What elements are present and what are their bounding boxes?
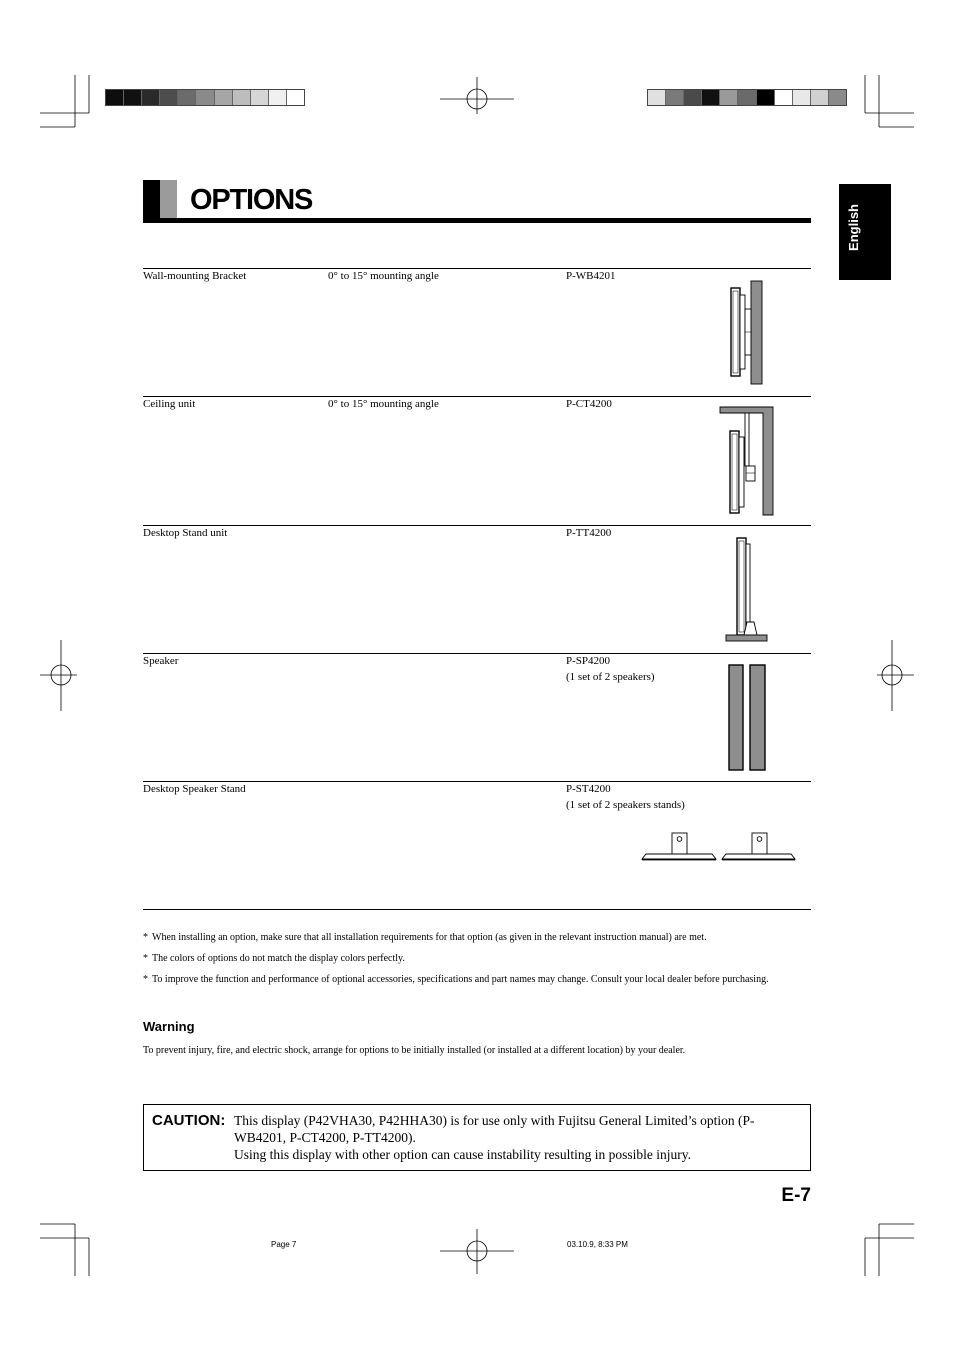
- color-patch: [124, 90, 142, 105]
- registration-mark-right: [877, 640, 914, 711]
- language-tab-label: English: [846, 204, 861, 251]
- color-patch: [648, 90, 666, 105]
- color-bar-right: [647, 89, 847, 106]
- color-patch: [757, 90, 775, 105]
- option-row: [143, 781, 811, 909]
- note-marker: *: [143, 953, 148, 964]
- footer-page-label: Page 7: [271, 1240, 297, 1249]
- display-panel: [731, 288, 745, 376]
- registration-mark-left: [40, 640, 77, 711]
- wall-mounting-bracket-illustration: [143, 269, 811, 397]
- color-patch: [811, 90, 829, 105]
- note-text: The colors of options do not match the display colors perfectly.: [152, 953, 405, 964]
- note-text: To improve the function and performance of optional accessories, specifications and part names may change. Consult your local dealer before purchasing.: [152, 974, 769, 985]
- color-patch: [269, 90, 287, 105]
- speaker-left: [729, 665, 743, 770]
- wall: [751, 281, 762, 384]
- speaker-right: [750, 665, 765, 770]
- caution-text: [234, 1112, 794, 1170]
- page-title: OPTIONS: [190, 184, 313, 216]
- crop-mark-bottom-right: [865, 1224, 914, 1276]
- crop-mark-bottom-left: [40, 1224, 89, 1276]
- color-patch: [142, 90, 160, 105]
- note-item: [143, 951, 811, 966]
- option-name: Speaker: [143, 655, 179, 667]
- option-row: [143, 653, 811, 781]
- note-item: [143, 972, 811, 987]
- color-patch: [106, 90, 124, 105]
- color-patch: [178, 90, 196, 105]
- model-number: P-SP4200: [566, 655, 611, 667]
- option-name: Wall-mounting Bracket: [143, 270, 247, 282]
- color-patch: [666, 90, 684, 105]
- color-patch: [233, 90, 251, 105]
- color-patch: [775, 90, 793, 105]
- ceiling-pole: [745, 413, 749, 466]
- color-patch: [684, 90, 702, 105]
- option-row: [143, 268, 811, 396]
- model-note: (1 set of 2 speakers): [566, 670, 655, 683]
- display-panel: [737, 538, 750, 635]
- speaker-stand-right: [722, 833, 795, 860]
- stand-base: [726, 635, 767, 641]
- note-item: [143, 930, 811, 945]
- warning-heading: Warning: [143, 1019, 195, 1034]
- registration-mark-bottom: [440, 1229, 514, 1274]
- pole-bracket: [746, 466, 755, 481]
- color-patch: [738, 90, 756, 105]
- note-text: When installing an option, make sure that all installation requirements for that option (as given in the relevant instruction manual) are met.: [152, 932, 707, 943]
- title-marker-shade: [160, 180, 177, 218]
- color-patch: [251, 90, 269, 105]
- model-number: P-TT4200: [566, 527, 612, 539]
- color-patch: [215, 90, 233, 105]
- notes-list: [143, 930, 811, 993]
- speaker-stands-illustration: [143, 782, 811, 910]
- caution-line: Using this display with other option can cause instability resulting in possible injury.: [234, 1147, 691, 1162]
- note-marker: *: [143, 932, 148, 943]
- warning-text: To prevent injury, fire, and electric shock, arrange for options to be initially installed (or installed at a different location) by your dealer.: [143, 1045, 686, 1056]
- footer-timestamp: 03.10.9, 8:33 PM: [567, 1240, 628, 1249]
- table-bottom-rule: [143, 909, 811, 910]
- note-marker: *: [143, 974, 148, 985]
- color-patch: [287, 90, 304, 105]
- color-patch: [720, 90, 738, 105]
- option-name: Desktop Stand unit: [143, 527, 228, 539]
- option-name: Desktop Speaker Stand: [143, 783, 246, 795]
- caution-label: CAUTION:: [152, 1112, 226, 1129]
- model-number: P-ST4200: [566, 783, 611, 795]
- color-patch: [196, 90, 214, 105]
- display-panel: [730, 431, 744, 513]
- language-tab: [839, 184, 891, 280]
- title-rule: [143, 218, 811, 223]
- caution-box: [143, 1104, 811, 1171]
- option-row: [143, 525, 811, 653]
- registration-mark-top: [440, 77, 514, 114]
- color-patch: [702, 90, 720, 105]
- color-patch: [829, 90, 846, 105]
- color-patch: [160, 90, 178, 105]
- speakers-illustration: [143, 654, 811, 782]
- color-patch: [793, 90, 811, 105]
- caution-line: This display (P42VHA30, P42HHA30) is for use only with Fujitsu General Limited’s option (P-WB4201, P-CT4200, P-TT4200).: [234, 1113, 755, 1145]
- crop-mark-top-left: [40, 75, 89, 127]
- options-table: [143, 268, 811, 910]
- model-number: P-CT4200: [566, 398, 612, 410]
- option-description: 0° to 15° mounting angle: [328, 270, 439, 282]
- page-number: E-7: [781, 1185, 811, 1206]
- option-description: 0° to 15° mounting angle: [328, 398, 439, 410]
- model-number: P-WB4201: [566, 270, 616, 282]
- desktop-stand-illustration: [143, 526, 811, 654]
- option-name: Ceiling unit: [143, 398, 196, 410]
- model-note: (1 set of 2 speakers stands): [566, 798, 685, 811]
- ceiling-unit-illustration: [143, 397, 811, 525]
- option-row: [143, 396, 811, 525]
- color-bar-left: [105, 89, 305, 106]
- speaker-stand-left: [642, 833, 716, 860]
- crop-mark-top-right: [865, 75, 914, 127]
- title-marker: [143, 180, 160, 218]
